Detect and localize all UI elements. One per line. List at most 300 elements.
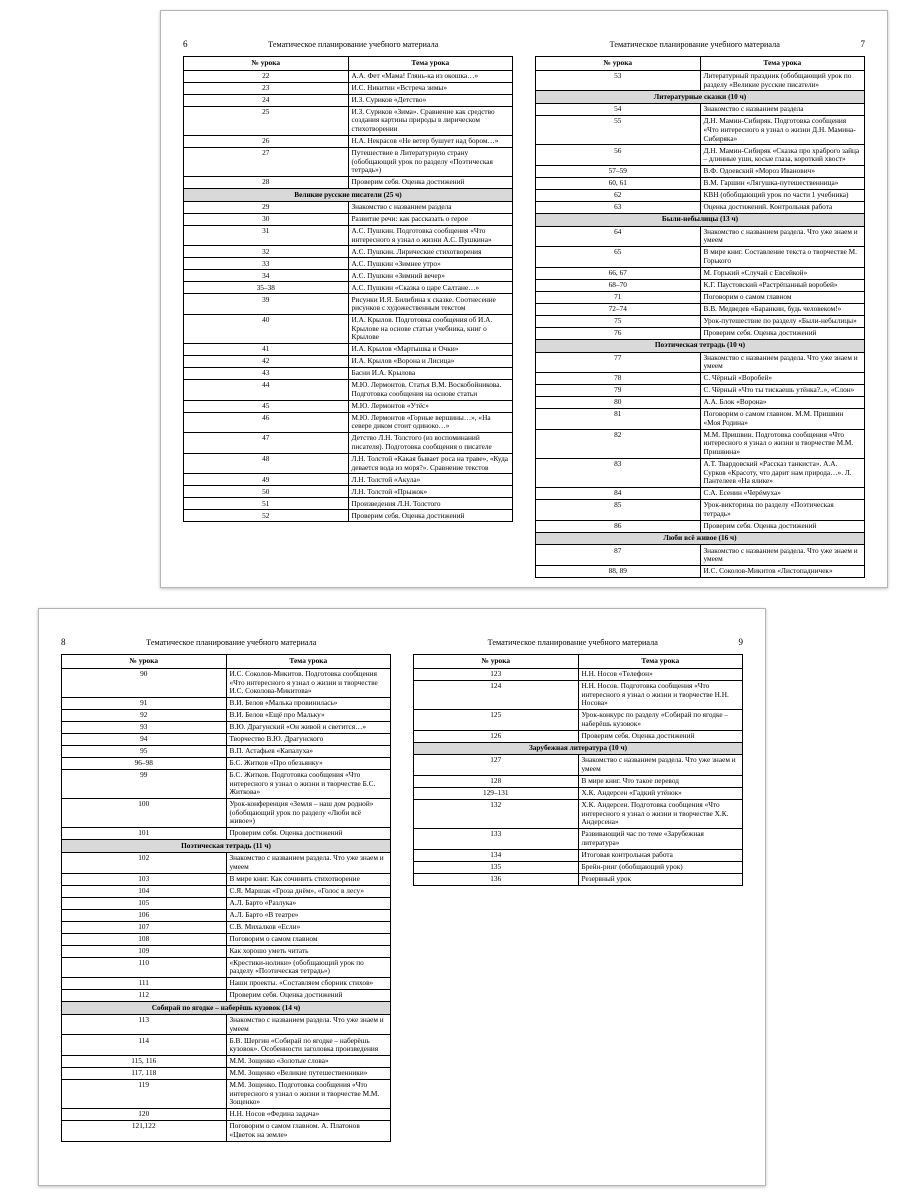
lesson-number: 49 (184, 474, 349, 486)
lesson-number: 85 (536, 500, 701, 521)
lesson-number: 136 (414, 873, 579, 885)
lesson-topic: Поговорим о самом главном (226, 933, 391, 945)
col-header-topic: Тема урока (348, 57, 513, 71)
table-row (184, 147, 513, 176)
table-row (184, 474, 513, 486)
table-row (536, 397, 865, 409)
lesson-number: 125 (414, 709, 579, 730)
table-row (62, 721, 391, 733)
lesson-number: 43 (184, 368, 349, 380)
lesson-number: 25 (184, 106, 349, 135)
table-row (184, 400, 513, 412)
lesson-topic: М.Ю. Лермонтов. Статья В.М. Воскобойникова. Подготовка сообщения на основе статьи (348, 380, 513, 401)
lesson-topic: И.З. Суриков «Зима». Сравнение как средство создания картины природы в лирическом стихотворении (348, 106, 513, 135)
lesson-topic: Знакомство с названием раздела. Что уже знаем и умеем (226, 853, 391, 874)
lesson-number: 30 (184, 213, 349, 225)
lesson-topic: Л.Н. Толстой «Акула» (348, 474, 513, 486)
table-row (536, 145, 865, 166)
table-row (414, 709, 743, 730)
lesson-number: 24 (184, 94, 349, 106)
lesson-number: 83 (536, 458, 701, 487)
lesson-topic: Б.С. Житков «Про обезьянку» (226, 757, 391, 769)
lesson-topic: Х.К. Андерсен «Гадкий утёнок» (578, 787, 743, 799)
section-title: Собирай по ягодке – наберёшь кузовок (14 ч) (62, 1002, 391, 1015)
lesson-number: 46 (184, 412, 349, 433)
running-title: Тематическое планирование учебного материала (146, 638, 317, 647)
table-header-row (414, 655, 743, 669)
table-row (184, 453, 513, 474)
table-row (536, 429, 865, 458)
page-7 (535, 39, 865, 578)
lesson-number: 120 (62, 1109, 227, 1121)
col-header-lesson-number: № урока (536, 57, 701, 71)
lesson-topic: Проверим себя. Оценка достижений (226, 828, 391, 840)
lesson-number: 102 (62, 853, 227, 874)
lesson-topic: Басни И.А. Крылова (348, 368, 513, 380)
table-row (536, 104, 865, 116)
lesson-topic: Н.Н. Носов «Федина задача» (226, 1109, 391, 1121)
lesson-topic: Резервный урок (578, 873, 743, 885)
lesson-topic: Урок-викторина по разделу «Поэтическая тетрадь» (700, 500, 865, 521)
lesson-number: 54 (536, 104, 701, 116)
lesson-topic: С.В. Михалков «Если» (226, 921, 391, 933)
table-row (414, 668, 743, 680)
lesson-topic: Д.Н. Мамин-Сибиряк «Сказка про храброго зайца – длинные уши, косые глаза, короткий хвост» (700, 145, 865, 166)
table-row (536, 458, 865, 487)
lesson-topic: А.С. Пушкин. Лирические стихотворения (348, 246, 513, 258)
section-heading-row (414, 742, 743, 755)
lesson-topic: А.А. Фет «Мама! Глянь-ка из окошка…» (348, 70, 513, 82)
lesson-number: 90 (62, 668, 227, 697)
table-row (62, 990, 391, 1002)
table-row (536, 409, 865, 430)
lesson-number: 56 (536, 145, 701, 166)
table-row (414, 861, 743, 873)
lesson-number: 32 (184, 246, 349, 258)
table-row (536, 165, 865, 177)
lesson-number: 65 (536, 247, 701, 268)
lesson-topic: Проверим себя. Оценка достижений (348, 510, 513, 522)
table-row (62, 945, 391, 957)
lesson-number: 64 (536, 226, 701, 247)
table-row (62, 799, 391, 828)
table-row (536, 279, 865, 291)
col-header-topic: Тема урока (578, 655, 743, 669)
lesson-number: 42 (184, 356, 349, 368)
lesson-number: 82 (536, 429, 701, 458)
lesson-topic: Знакомство с названием раздела. Что уже знаем и умеем (700, 545, 865, 566)
table-row (536, 545, 865, 566)
lesson-topic: Д.Н. Мамин-Сибиряк. Подготовка сообщения «Что интересного я узнал о жизни Д.Н. Мамина-Сибиряка» (700, 116, 865, 145)
section-title: Поэтическая тетрадь (10 ч) (536, 339, 865, 352)
lesson-number: 103 (62, 873, 227, 885)
lesson-number: 84 (536, 488, 701, 500)
table-row (536, 327, 865, 339)
table-row (62, 1014, 391, 1035)
lesson-number: 109 (62, 945, 227, 957)
running-head-right (535, 39, 865, 51)
lesson-number: 75 (536, 315, 701, 327)
lesson-number: 29 (184, 201, 349, 213)
lesson-topic: М.Ю. Лермонтов «Утёс» (348, 400, 513, 412)
section-heading-row (62, 840, 391, 853)
lesson-number: 80 (536, 397, 701, 409)
lesson-number: 33 (184, 258, 349, 270)
lesson-number: 119 (62, 1080, 227, 1109)
lesson-topic: А.Л. Барто «Разлука» (226, 897, 391, 909)
table-row (62, 885, 391, 897)
lesson-number: 117, 118 (62, 1068, 227, 1080)
lesson-number: 129–131 (414, 787, 579, 799)
section-heading-row (536, 339, 865, 352)
page-number: 8 (61, 637, 66, 647)
table-row (536, 303, 865, 315)
table-row (62, 733, 391, 745)
lesson-topic: Н.Н. Носов. Подготовка сообщения «Что интересного я узнал о жизни и творчестве Н.Н. Носова» (578, 680, 743, 709)
table-row (414, 787, 743, 799)
lesson-topic: КВН (обобщающий урок по части 1 учебника) (700, 189, 865, 201)
lesson-number: 108 (62, 933, 227, 945)
lesson-number: 114 (62, 1035, 227, 1056)
page-6 (183, 39, 513, 522)
lesson-number: 101 (62, 828, 227, 840)
table-row (62, 1121, 391, 1142)
lesson-topic: И.А. Крылов «Ворона и Лисица» (348, 356, 513, 368)
lesson-topic: А.Л. Барто «В театре» (226, 909, 391, 921)
lesson-topic: Х.К. Андерсен. Подготовка сообщения «Что интересного я узнал о жизни и творчестве Х.К. Андерсена» (578, 799, 743, 828)
table-row (536, 70, 865, 91)
lesson-number: 134 (414, 849, 579, 861)
lesson-topic: А.А. Блок «Ворона» (700, 397, 865, 409)
table-row (536, 352, 865, 373)
lesson-topic: Творчество В.Ю. Драгунского (226, 733, 391, 745)
table-row (184, 498, 513, 510)
table-row (184, 258, 513, 270)
lesson-topic: И.С. Никитин «Встреча зимы» (348, 82, 513, 94)
lesson-topic: А.С. Пушкин «Зимнее утро» (348, 258, 513, 270)
lesson-number: 52 (184, 510, 349, 522)
table-row (184, 510, 513, 522)
table-row (184, 106, 513, 135)
page-spread (183, 39, 865, 578)
lesson-topic: С.Я. Маршак «Гроза днём», «Голос в лесу» (226, 885, 391, 897)
table-row (62, 1109, 391, 1121)
table-body (536, 70, 865, 577)
lesson-number: 115, 116 (62, 1056, 227, 1068)
lesson-topic: А.Т. Твардовский «Рассказ танкиста». А.А. Сурков «Красоту, что дарит нам природа…». Л. Пантелеев «На ялике» (700, 458, 865, 487)
section-title: Великие русские писатели (25 ч) (184, 189, 513, 202)
table-row (62, 757, 391, 769)
lesson-topic: Знакомство с названием раздела. Что уже знаем и умеем (578, 755, 743, 776)
section-title: Люби всё живое (16 ч) (536, 532, 865, 545)
page-9 (413, 637, 743, 886)
lesson-topic: Н.А. Некрасов «Не ветер бушует над бором…» (348, 135, 513, 147)
lesson-topic: В.М. Гаршин «Лягушка-путешественница» (700, 177, 865, 189)
lesson-number: 45 (184, 400, 349, 412)
table-header-row (184, 57, 513, 71)
lesson-number: 68–70 (536, 279, 701, 291)
page-number: 7 (860, 39, 865, 49)
lesson-number: 87 (536, 545, 701, 566)
col-header-lesson-number: № урока (184, 57, 349, 71)
lesson-number: 23 (184, 82, 349, 94)
lesson-number: 55 (536, 116, 701, 145)
lesson-topic: Знакомство с названием раздела. Что уже знаем и умеем (700, 226, 865, 247)
lesson-number: 121,122 (62, 1121, 227, 1142)
table-row (184, 82, 513, 94)
lesson-number: 44 (184, 380, 349, 401)
running-head-left (61, 637, 391, 649)
lesson-number: 127 (414, 755, 579, 776)
table-row (184, 94, 513, 106)
lesson-number: 91 (62, 697, 227, 709)
table-row (62, 909, 391, 921)
lesson-number: 47 (184, 433, 349, 454)
lesson-topic: Л.Н. Толстой «Прыжок» (348, 486, 513, 498)
lesson-topic: М.М. Зощенко «Золотые слова» (226, 1056, 391, 1068)
table-row (62, 1080, 391, 1109)
table-row (414, 730, 743, 742)
lesson-number: 48 (184, 453, 349, 474)
section-heading-row (184, 189, 513, 202)
lesson-number: 34 (184, 270, 349, 282)
lesson-topic: А.С. Пушкин «Сказка о царе Салтане…» (348, 282, 513, 294)
col-header-topic: Тема урока (700, 57, 865, 71)
lesson-topic: В.В. Медведев «Баранкин, будь человеком!» (700, 303, 865, 315)
lesson-topic: И.А. Крылов «Мартышка и Очки» (348, 344, 513, 356)
lesson-number: 123 (414, 668, 579, 680)
lesson-topic: К.Г. Паустовский «Растрёпанный воробей» (700, 279, 865, 291)
lesson-topic: Знакомство с названием раздела (700, 104, 865, 116)
table-row (62, 1035, 391, 1056)
lesson-topic: Путешествие в Литературную страну (обобщающий урок по разделу «Поэтическая тетрадь») (348, 147, 513, 176)
table-row (184, 314, 513, 343)
lesson-number: 110 (62, 957, 227, 978)
table-row (184, 282, 513, 294)
lesson-topic: В.Ф. Одоевский «Мороз Иванович» (700, 165, 865, 177)
lesson-number: 53 (536, 70, 701, 91)
lesson-topic: В.И. Белов «Малька провинилась» (226, 697, 391, 709)
table-row (62, 709, 391, 721)
table-row (414, 775, 743, 787)
table-row (62, 853, 391, 874)
lesson-number: 71 (536, 291, 701, 303)
table-row (536, 116, 865, 145)
lesson-number: 50 (184, 486, 349, 498)
lesson-topic: Развитие речи: как рассказать о герое (348, 213, 513, 225)
lesson-topic: Знакомство с названием раздела (348, 201, 513, 213)
lesson-number: 105 (62, 897, 227, 909)
table-row (184, 135, 513, 147)
lesson-topic: Произведения Л.Н. Толстого (348, 498, 513, 510)
lesson-number: 94 (62, 733, 227, 745)
lesson-number: 66, 67 (536, 267, 701, 279)
lesson-number: 133 (414, 829, 579, 850)
table-row (62, 933, 391, 945)
table-row (414, 829, 743, 850)
lesson-number: 28 (184, 177, 349, 189)
section-title: Литературные сказки (10 ч) (536, 91, 865, 104)
section-title: Поэтическая тетрадь (11 ч) (62, 840, 391, 853)
section-heading-row (536, 91, 865, 104)
lesson-topic: Л.Н. Толстой «Какая бывает роса на траве», «Куда девается вода из моря?». Сравнение текстов (348, 453, 513, 474)
lesson-number: 35–38 (184, 282, 349, 294)
lesson-number: 57–59 (536, 165, 701, 177)
lesson-topic: Оценка достижений. Контрольная работа (700, 201, 865, 213)
lesson-number: 27 (184, 147, 349, 176)
table-body (414, 668, 743, 885)
section-heading-row (62, 1002, 391, 1015)
page-8 (61, 637, 391, 1142)
table-row (536, 500, 865, 521)
lesson-number: 88, 89 (536, 566, 701, 578)
lesson-number: 92 (62, 709, 227, 721)
running-head-left (183, 39, 513, 51)
lesson-topic: Поговорим о самом главном. М.М. Пришвин «Моя Родина» (700, 409, 865, 430)
lesson-topic: М.М. Зощенко «Великие путешественники» (226, 1068, 391, 1080)
lesson-topic: В мире книг. Как сочинить стихотворение (226, 873, 391, 885)
lesson-topic: С. Чёрный «Что ты тискаешь утёнка?..», «Слон» (700, 385, 865, 397)
lesson-topic: М. Горький «Случай с Евсейкой» (700, 267, 865, 279)
col-header-lesson-number: № урока (62, 655, 227, 669)
table-row (62, 957, 391, 978)
lesson-topic: Проверим себя. Оценка достижений (700, 520, 865, 532)
table-row (536, 488, 865, 500)
table-row (536, 566, 865, 578)
lesson-topic: Б.С. Житков. Подготовка сообщения «Что интересного я узнал о жизни и творчестве Б.С. Житкова» (226, 769, 391, 798)
lesson-number: 124 (414, 680, 579, 709)
section-heading-row (536, 532, 865, 545)
table-row (184, 368, 513, 380)
lesson-number: 132 (414, 799, 579, 828)
lesson-topic: А.С. Пушкин «Зимний вечер» (348, 270, 513, 282)
lesson-topic: Брейн-ринг (обобщающий урок) (578, 861, 743, 873)
lesson-topic: В.Ю. Драгунский «Он живой и светится…» (226, 721, 391, 733)
lesson-number: 62 (536, 189, 701, 201)
plan-table-page-8 (61, 654, 391, 1142)
lesson-topic: Урок-конкурс по разделу «Собирай по ягодке – наберёшь кузовок» (578, 709, 743, 730)
lesson-number: 113 (62, 1014, 227, 1035)
table-row (536, 177, 865, 189)
table-row (536, 520, 865, 532)
lesson-number: 126 (414, 730, 579, 742)
lesson-topic: Проверим себя. Оценка достижений (226, 990, 391, 1002)
lesson-number: 51 (184, 498, 349, 510)
table-row (414, 799, 743, 828)
lesson-number: 81 (536, 409, 701, 430)
table-header-row (62, 655, 391, 669)
lesson-number: 72–74 (536, 303, 701, 315)
table-row (184, 213, 513, 225)
lesson-number: 107 (62, 921, 227, 933)
table-row (62, 897, 391, 909)
lesson-number: 41 (184, 344, 349, 356)
table-header-row (536, 57, 865, 71)
lesson-number: 135 (414, 861, 579, 873)
lesson-number: 96–98 (62, 757, 227, 769)
table-row (536, 267, 865, 279)
lesson-topic: С.А. Есенин «Черёмуха» (700, 488, 865, 500)
document-page-spread-top (160, 10, 888, 588)
table-row (184, 201, 513, 213)
lesson-topic: Проверим себя. Оценка достижений (348, 177, 513, 189)
table-row (62, 745, 391, 757)
lesson-topic: Литературный праздник (обобщающий урок по разделу «Великие русские писатели» (700, 70, 865, 91)
table-row (184, 433, 513, 454)
section-title: Были-небылицы (13 ч) (536, 213, 865, 226)
table-row (184, 177, 513, 189)
lesson-topic: Рисунки И.Я. Билибина к сказке. Соотнесение рисунков с художественным текстом (348, 294, 513, 315)
page-number: 9 (738, 637, 743, 647)
table-row (62, 1068, 391, 1080)
lesson-topic: Поговорим о самом главном (700, 291, 865, 303)
lesson-topic: И.С. Соколов-Микитов. Подготовка сообщения «Что интересного я узнал о жизни и творчестве И.С. Соколова-Микитова» (226, 668, 391, 697)
lesson-topic: С. Чёрный «Воробей» (700, 373, 865, 385)
lesson-topic: И.А. Крылов. Подготовка сообщения об И.А. Крылове на основе статьи учебника, книг о Крылове (348, 314, 513, 343)
plan-table-page-9 (413, 654, 743, 886)
lesson-number: 78 (536, 373, 701, 385)
table-row (536, 315, 865, 327)
table-row (184, 380, 513, 401)
lesson-number: 40 (184, 314, 349, 343)
lesson-number: 77 (536, 352, 701, 373)
lesson-number: 95 (62, 745, 227, 757)
table-row (536, 291, 865, 303)
lesson-topic: М.М. Пришвин. Подготовка сообщения «Что интересного я узнал о жизни и творчестве М.М. Пришвина» (700, 429, 865, 458)
lesson-number: 76 (536, 327, 701, 339)
table-row (414, 755, 743, 776)
lesson-topic: Проверим себя. Оценка достижений (700, 327, 865, 339)
lesson-number: 63 (536, 201, 701, 213)
lesson-number: 100 (62, 799, 227, 828)
table-row (184, 294, 513, 315)
running-title: Тематическое планирование учебного материала (268, 40, 439, 49)
section-title: Зарубежная литература (10 ч) (414, 742, 743, 755)
lesson-topic: В.И. Белов «Ещё про Мальку» (226, 709, 391, 721)
lesson-topic: Поговорим о самом главном. А. Платонов «Цветок на земле» (226, 1121, 391, 1142)
page-number: 6 (183, 39, 188, 49)
lesson-number: 31 (184, 225, 349, 246)
running-head-right (413, 637, 743, 649)
table-row (536, 201, 865, 213)
table-row (184, 270, 513, 282)
table-row (62, 1056, 391, 1068)
lesson-topic: Итоговая контрольная работа (578, 849, 743, 861)
table-row (184, 486, 513, 498)
lesson-topic: В мире книг. Составление текста о творчестве М. Горького (700, 247, 865, 268)
lesson-topic: Урок-путешествие по разделу «Были-небылицы» (700, 315, 865, 327)
page-spread (61, 637, 743, 1142)
table-row (414, 873, 743, 885)
lesson-topic: И.С. Соколов-Микитов «Листопадничек» (700, 566, 865, 578)
table-row (184, 412, 513, 433)
table-row (536, 189, 865, 201)
lesson-number: 39 (184, 294, 349, 315)
lesson-topic: Знакомство с названием раздела. Что уже знаем и умеем (226, 1014, 391, 1035)
lesson-number: 86 (536, 520, 701, 532)
lesson-topic: Наши проекты. «Составляем сборник стихов» (226, 978, 391, 990)
lesson-topic: В мире книг. Что такое перевод (578, 775, 743, 787)
lesson-number: 104 (62, 885, 227, 897)
lesson-topic: Проверим себя. Оценка достижений (578, 730, 743, 742)
table-row (536, 226, 865, 247)
document-page-spread-bottom (38, 608, 766, 1186)
lesson-topic: Развивающий час по теме «Зарубежная литература» (578, 829, 743, 850)
col-header-topic: Тема урока (226, 655, 391, 669)
table-row (414, 680, 743, 709)
col-header-lesson-number: № урока (414, 655, 579, 669)
lesson-topic: М.М. Зощенко. Подготовка сообщения «Что интересного я узнал о жизни и творчестве М.М. Зощенко» (226, 1080, 391, 1109)
